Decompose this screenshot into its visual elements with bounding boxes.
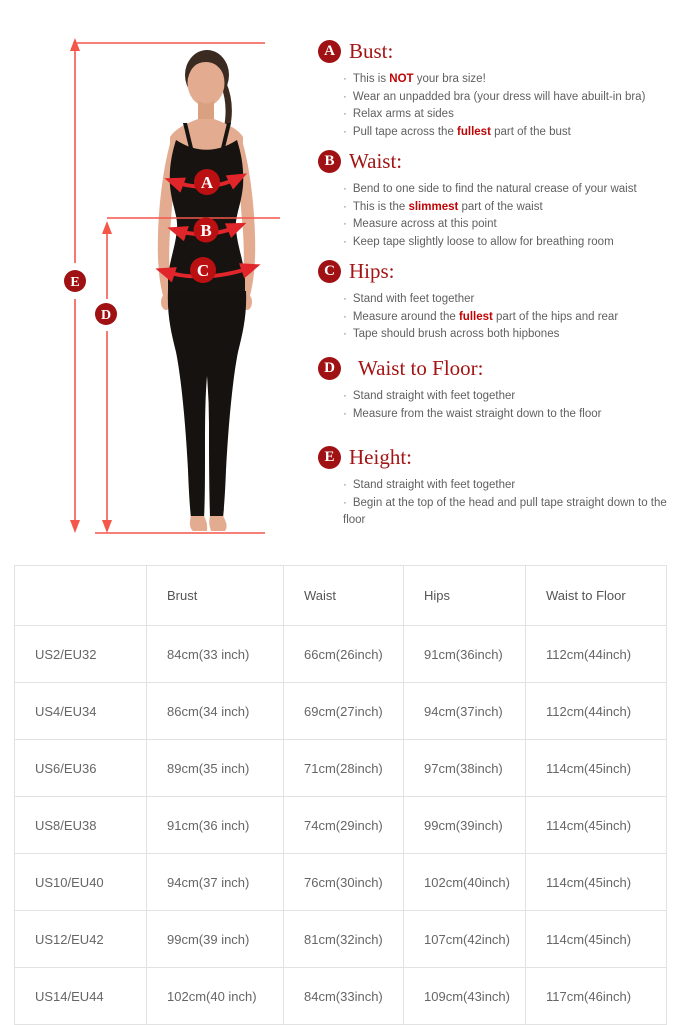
size-table-header-cell: Hips [404, 566, 526, 626]
table-cell: 114cm(45inch) [526, 740, 667, 797]
table-cell: US6/EU36 [15, 740, 147, 797]
table-cell: 102cm(40 inch) [147, 968, 284, 1025]
size-table-header-cell: Brust [147, 566, 284, 626]
instruction-bullet: · This is the slimmest part of the waist [343, 200, 543, 213]
table-cell: US4/EU34 [15, 683, 147, 740]
section-bullets [318, 477, 680, 530]
instruction-bullet: · Pull tape across the fullest part of the bust [343, 125, 571, 138]
table-cell: 86cm(34 inch) [147, 683, 284, 740]
table-cell: 94cm(37inch) [404, 683, 526, 740]
size-table-body [15, 626, 667, 1025]
instruction-section [318, 355, 680, 423]
section-bullets [318, 181, 680, 251]
section-heading [318, 444, 680, 470]
table-cell: 109cm(43inch) [404, 968, 526, 1025]
section-heading [318, 148, 680, 174]
instruction-bullet: · This is NOT your bra size! [343, 73, 486, 85]
table-cell: 117cm(46inch) [526, 968, 667, 1025]
bust-marker: A [200, 173, 214, 192]
table-cell: US2/EU32 [15, 626, 147, 683]
section-bullets [318, 71, 680, 141]
table-cell: US14/EU44 [15, 968, 147, 1025]
instruction-section [318, 444, 680, 530]
table-cell: 114cm(45inch) [526, 854, 667, 911]
section-letter-badge: D [318, 357, 341, 380]
woman-silhouette [158, 50, 255, 531]
table-cell: 99cm(39inch) [404, 797, 526, 854]
instruction-section [318, 38, 680, 141]
size-table-header-cell [15, 566, 147, 626]
hips-marker: C [196, 261, 210, 280]
section-title: Waist: [349, 148, 403, 173]
table-cell: 114cm(45inch) [526, 911, 667, 968]
table-cell: 84cm(33 inch) [147, 626, 284, 683]
section-title: Waist to Floor: [358, 355, 484, 380]
table-cell: 97cm(38inch) [404, 740, 526, 797]
section-title: Height: [349, 444, 412, 469]
table-cell: 81cm(32inch) [284, 911, 404, 968]
section-heading [318, 355, 680, 381]
instruction-bullet: · Keep tape slightly loose to allow for breathing room [343, 235, 614, 248]
table-cell: US12/EU42 [15, 911, 147, 968]
table-row [15, 911, 667, 968]
table-cell: 107cm(42inch) [404, 911, 526, 968]
table-cell: 76cm(30inch) [284, 854, 404, 911]
section-title: Hips: [349, 258, 395, 283]
size-chart-table [14, 565, 667, 1025]
table-cell: US8/EU38 [15, 797, 147, 854]
instruction-bullet: · Measure across at this point [343, 218, 497, 230]
instruction-bullet: · Measure from the waist straight down to the floor [343, 407, 602, 420]
table-cell: 112cm(44inch) [526, 626, 667, 683]
table-cell: 94cm(37 inch) [147, 854, 284, 911]
waist-to-floor-marker: D [100, 308, 112, 323]
table-row [15, 740, 667, 797]
section-bullets [318, 388, 680, 423]
table-cell: 91cm(36inch) [404, 626, 526, 683]
height-marker: E [70, 275, 80, 290]
size-table-header-cell: Waist to Floor [526, 566, 667, 626]
table-cell: 99cm(39 inch) [147, 911, 284, 968]
table-cell: 89cm(35 inch) [147, 740, 284, 797]
section-letter-badge: B [318, 150, 341, 173]
table-cell: US10/EU40 [15, 854, 147, 911]
table-cell: 69cm(27inch) [284, 683, 404, 740]
instruction-bullet: · Begin at the top of the head and pull tape straight down to the floor [343, 496, 667, 526]
instruction-bullet: · Relax arms at sides [343, 108, 454, 120]
instruction-section [318, 148, 680, 251]
instruction-bullet: · Tape should brush across both hipbones [343, 328, 560, 340]
table-cell: 71cm(28inch) [284, 740, 404, 797]
table-cell: 112cm(44inch) [526, 683, 667, 740]
table-row [15, 683, 667, 740]
size-table-header-cell: Waist [284, 566, 404, 626]
section-title: Bust: [349, 38, 394, 63]
table-row [15, 626, 667, 683]
section-letter-badge: C [318, 260, 341, 283]
instruction-bullet: · Stand straight with feet together [343, 390, 516, 402]
table-cell: 91cm(36 inch) [147, 797, 284, 854]
section-bullets [318, 291, 680, 344]
measurement-instructions [318, 0, 680, 560]
table-row [15, 968, 667, 1025]
instruction-bullet: · Stand with feet together [343, 293, 475, 305]
measurement-figure-area [0, 0, 320, 560]
section-heading [318, 38, 680, 64]
instruction-bullet: · Stand straight with feet together [343, 479, 516, 491]
section-heading [318, 258, 680, 284]
instruction-bullet: · Bend to one side to find the natural crease of your waist [343, 183, 637, 195]
waist-marker: B [200, 221, 212, 240]
instruction-section [318, 258, 680, 344]
table-row [15, 854, 667, 911]
table-cell: 84cm(33inch) [284, 968, 404, 1025]
table-cell: 74cm(29inch) [284, 797, 404, 854]
section-letter-badge: A [318, 40, 341, 63]
size-table-header-row [15, 566, 667, 626]
instruction-bullet: · Wear an unpadded bra (your dress will have abuilt-in bra) [343, 90, 646, 103]
table-cell: 102cm(40inch) [404, 854, 526, 911]
section-letter-badge: E [318, 446, 341, 469]
instruction-bullet: · Measure around the fullest part of the hips and rear [343, 310, 619, 323]
table-cell: 114cm(45inch) [526, 797, 667, 854]
table-row [15, 797, 667, 854]
measurement-figure-illustration [0, 0, 320, 560]
table-cell: 66cm(26inch) [284, 626, 404, 683]
